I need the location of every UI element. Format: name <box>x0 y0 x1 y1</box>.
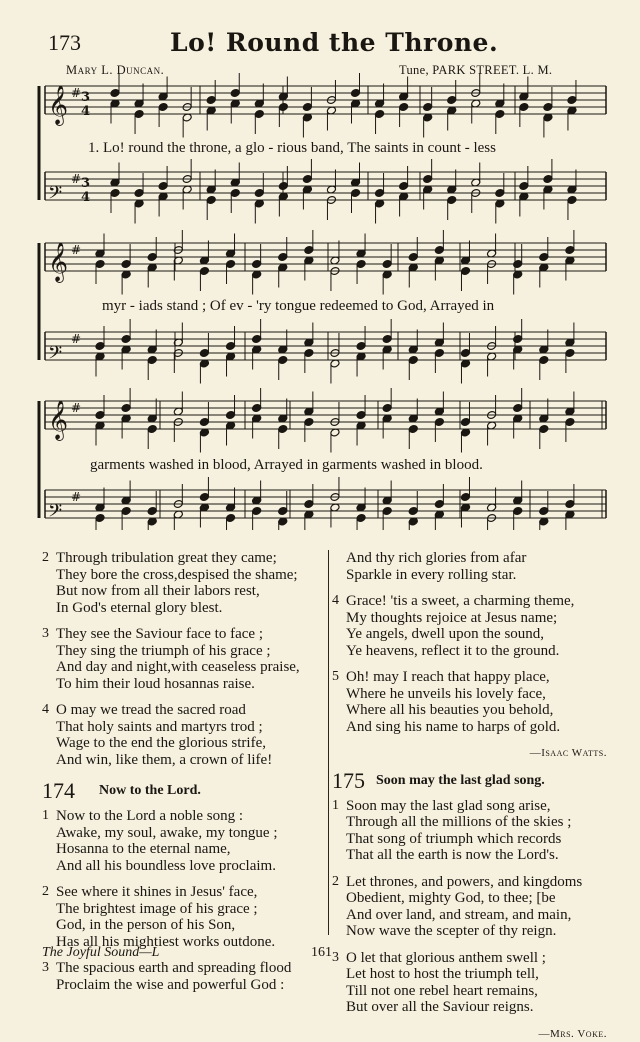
hymn-175-title: Soon may the last glad song. <box>376 773 545 789</box>
verse-line: And thy rich glories from afar <box>332 550 632 567</box>
verse-line: Hosanna to the eternal name, <box>42 841 326 858</box>
verse-block <box>42 960 326 993</box>
verse-number: 2 <box>332 874 339 891</box>
key-signature: # <box>71 86 81 100</box>
verse-line: Grace! 'tis a sweet, a charming theme, <box>332 593 632 610</box>
verse-number: 4 <box>42 702 49 719</box>
key-signature: # <box>71 401 81 415</box>
verse-line: O may we tread the sacred road <box>42 702 326 719</box>
treble-clef: 𝄞 <box>48 242 68 283</box>
verse-line: That all the earth is now the Lord's. <box>332 847 632 864</box>
verse-block <box>332 874 632 940</box>
author-credit: Mary L. Duncan. <box>66 63 164 78</box>
verse-line: O let that glorious anthem swell ; <box>332 950 632 967</box>
hymn-174-number: 174 <box>42 778 75 804</box>
tune-credit: Tune, PARK STREET. L. M. <box>399 63 552 78</box>
lyric-line-2: myr - iads stand ; Of ev - 'ry tongue redeemed to God, Arrayed in <box>102 298 494 315</box>
verse-line: And win, like them, a crown of life! <box>42 752 326 769</box>
verse-line: Obedient, mighty God, to thee; [be <box>332 890 632 907</box>
verse-line: And all his boundless love proclaim. <box>42 858 326 875</box>
verse-number: 4 <box>332 593 339 610</box>
bass-clef: 𝄢 <box>48 183 62 208</box>
verse-line: But now from all their labors rest, <box>42 583 326 600</box>
left-column <box>42 550 326 1003</box>
verse-number: 2 <box>42 550 49 567</box>
verse-line: Where all his beauties you behold, <box>332 702 632 719</box>
verse-line: The brightest image of his grace ; <box>42 901 326 918</box>
bass-clef: 𝄢 <box>48 501 62 526</box>
right-column <box>332 550 632 1042</box>
verse-line: That song of triumph which records <box>332 831 632 848</box>
page-title: Lo! Round the Throne. <box>170 28 498 57</box>
verse-number: 3 <box>42 960 49 977</box>
verse-line: And over land, and stream, and main, <box>332 907 632 924</box>
verse-line: Now to the Lord a noble song : <box>42 808 326 825</box>
verse-line: My thoughts rejoice at Jesus name; <box>332 610 632 627</box>
verse-line: And sing his name to harps of gold. <box>332 719 632 736</box>
verse-block <box>332 669 632 735</box>
verse-line: Let thrones, and powers, and kingdoms <box>332 874 632 891</box>
key-signature: # <box>71 332 81 346</box>
verse-line: Now wave the scepter of thy reign. <box>332 923 632 940</box>
watts-attribution: —Isaac Watts. <box>332 745 632 762</box>
verse-line: Let host to host the triumph tell, <box>332 966 632 983</box>
verse-line: See where it shines in Jesus' face, <box>42 884 326 901</box>
key-signature: # <box>71 490 81 504</box>
verse-block <box>42 550 326 616</box>
hymn-175-number: 175 <box>332 768 365 794</box>
verse-line: Ye angels, dwell upon the sound, <box>332 626 632 643</box>
column-divider <box>328 550 329 935</box>
voke-attribution: —Mrs. Voke. <box>332 1026 632 1042</box>
lyric-line-3: garments washed in blood, Arrayed in garments washed in blood. <box>90 457 483 474</box>
key-signature: # <box>71 172 81 186</box>
lyric-line-1: 1. Lo! round the throne, a glo - rious band, The saints in count - less <box>88 140 496 157</box>
verse-number: 5 <box>332 669 339 686</box>
verse-number: 2 <box>42 884 49 901</box>
verse-line: God, in the person of his Son, <box>42 917 326 934</box>
hymn-number: 173 <box>48 30 81 56</box>
verse-number: 3 <box>332 950 339 967</box>
verse-line: Wage to the end the glorious strife, <box>42 735 326 752</box>
treble-clef: 𝄞 <box>48 400 68 441</box>
verse-line: The spacious earth and spreading flood <box>42 960 326 977</box>
verse-line: They bore the cross,despised the shame; <box>42 567 326 584</box>
time-signature: 4 <box>81 190 90 205</box>
treble-clef: 𝄞 <box>48 85 68 126</box>
verse-block <box>42 808 326 874</box>
time-signature: 4 <box>81 104 90 119</box>
verse-number: 3 <box>42 626 49 643</box>
verse-block <box>42 626 326 692</box>
verse-line: Ye heavens, reflect it to the ground. <box>332 643 632 660</box>
verse-line: Where he unveils his lovely face, <box>332 686 632 703</box>
hymn-174-title: Now to the Lord. <box>99 783 201 799</box>
verse-line: Has all his mightiest works outdone. <box>42 934 326 951</box>
verse-line: That holy saints and martyrs trod ; <box>42 719 326 736</box>
verse-line: To him their loud hosannas raise. <box>42 676 326 693</box>
hymn-175-heading <box>332 768 632 798</box>
verse-line: Sparkle in every rolling star. <box>332 567 632 584</box>
verse-block <box>332 950 632 1016</box>
verse-line: Till not one rebel heart remains, <box>332 983 632 1000</box>
verse-line: They sing the triumph of his grace ; <box>42 643 326 660</box>
verse-line: Proclaim the wise and powerful God : <box>42 977 326 994</box>
verse-line: But over all the Saviour reigns. <box>332 999 632 1016</box>
bass-clef: 𝄢 <box>48 343 62 368</box>
book-title: The Joyful Sound—L <box>42 945 159 961</box>
verse-block <box>42 884 326 950</box>
verse-number: 1 <box>42 808 49 825</box>
verse-line: And day and night,with ceaseless praise, <box>42 659 326 676</box>
verse-block <box>332 593 632 659</box>
verse-block <box>332 550 632 583</box>
hymn-174-heading <box>42 778 326 808</box>
key-signature: # <box>71 243 81 257</box>
time-signature: 3 <box>81 176 90 191</box>
verse-line: In God's eternal glory blest. <box>42 600 326 617</box>
verse-number: 1 <box>332 798 339 815</box>
verse-line: Oh! may I reach that happy place, <box>332 669 632 686</box>
time-signature: 3 <box>81 90 90 105</box>
verse-line: Awake, my soul, awake, my tongue ; <box>42 825 326 842</box>
verse-line: Through all the millions of the skies ; <box>332 814 632 831</box>
verse-line: They see the Saviour face to face ; <box>42 626 326 643</box>
verse-line: Through tribulation great they came; <box>42 550 326 567</box>
verse-line: Soon may the last glad song arise, <box>332 798 632 815</box>
page-number: 161 <box>311 945 332 961</box>
verse-block <box>42 702 326 768</box>
verse-block <box>332 798 632 864</box>
